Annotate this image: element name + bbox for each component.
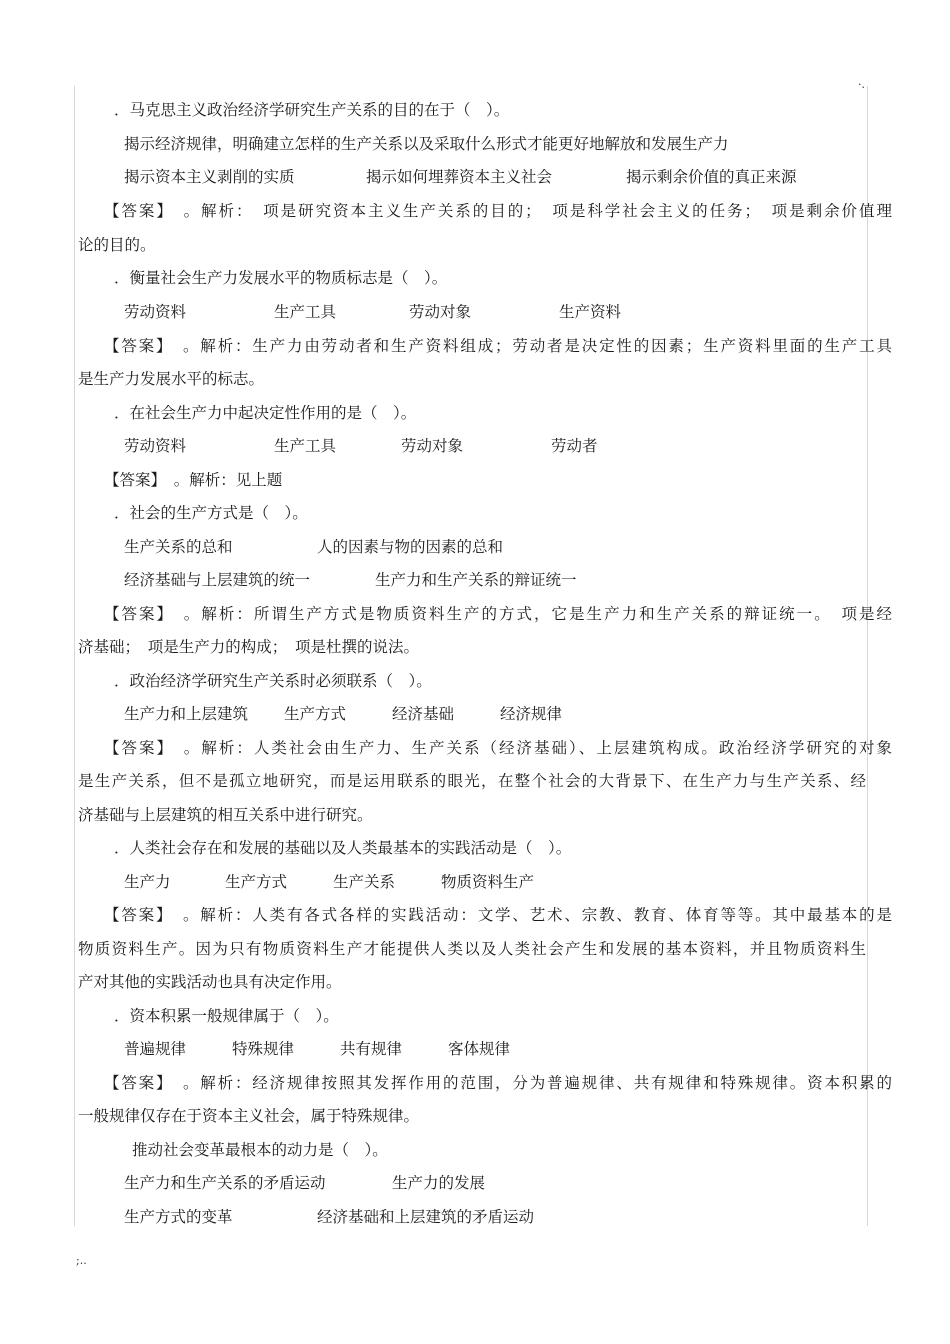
option: 客体规律 bbox=[448, 1040, 511, 1058]
answer-line: 是生产力发展水平的标志。 bbox=[78, 370, 265, 388]
question-6: ．人类社会存在和发展的基础以及人类最基本的实践活动是（ ）。 bbox=[114, 839, 572, 857]
answer-line: 【答案】 。解析： 项是研究资本主义生产关系的目的； 项是科学社会主义的任务； 项是剩余价值理 bbox=[104, 202, 892, 220]
answer-line: 【答案】 。解析：所谓生产方式是物质资料生产的方式，它是生产力和生产关系的辩证统一。 项是经 bbox=[104, 605, 892, 623]
option: 生产资料 bbox=[559, 303, 622, 321]
answer-line: 【答案】 。解析：见上题 bbox=[104, 471, 283, 489]
answer-line: 物质资料生产。因为只有物质资料生产才能提供人类以及人类社会产生和发展的基本资料，并且物质资料生 bbox=[78, 940, 866, 958]
option: 共有规律 bbox=[340, 1040, 403, 1058]
answer-line: 【答案】 。解析：人类社会由生产力、生产关系（经济基础）、上层建筑构成。政治经济学研究的对象 bbox=[104, 739, 892, 757]
corner-mark-top: ·. bbox=[858, 78, 865, 91]
answer-line: 产对其他的实践活动也具有决定作用。 bbox=[78, 973, 342, 991]
option-line bbox=[78, 1207, 912, 1227]
option: 生产关系的总和 bbox=[124, 538, 233, 556]
option: 经济规律 bbox=[500, 705, 563, 723]
question-8: 推动社会变革最根本的动力是（ ）。 bbox=[132, 1141, 388, 1159]
option: 经济基础 bbox=[392, 705, 455, 723]
option: 生产工具 bbox=[274, 303, 337, 321]
answer-line: 【答案】 。解析：生产力由劳动者和生产资料组成；劳动者是决定性的因素；生产资料里面的生产工具 bbox=[104, 337, 892, 355]
answer-line: 【答案】 。解析：经济规律按照其发挥作用的范围，分为普遍规律、共有规律和特殊规律。资本积累的 bbox=[104, 1074, 892, 1092]
corner-mark-bottom: ;.. bbox=[76, 1254, 87, 1267]
option: 揭示资本主义剥削的实质 bbox=[124, 168, 295, 186]
option-line bbox=[78, 1173, 912, 1193]
question-2: ．衡量社会生产力发展水平的物质标志是（ ）。 bbox=[114, 269, 448, 287]
option: 劳动对象 bbox=[409, 303, 472, 321]
option: 生产方式 bbox=[284, 705, 347, 723]
question-3: ．在社会生产力中起决定性作用的是（ ）。 bbox=[114, 404, 417, 422]
option-line bbox=[78, 704, 912, 724]
option: 生产方式的变革 bbox=[124, 1208, 233, 1226]
answer-line: 济基础与上层建筑的相互关系中进行研究。 bbox=[78, 806, 373, 824]
option: 人的因素与物的因素的总和 bbox=[317, 538, 504, 556]
question-4: ．社会的生产方式是（ ）。 bbox=[114, 504, 308, 522]
question-1: ．马克思主义政治经济学研究生产关系的目的在于（ ）。 bbox=[114, 101, 510, 119]
option: 经济基础和上层建筑的矛盾运动 bbox=[317, 1208, 535, 1226]
option: 生产工具 bbox=[274, 437, 337, 455]
option-line bbox=[78, 1039, 912, 1059]
answer-line: 一般规律仅存在于资本主义社会，属于特殊规律。 bbox=[78, 1107, 420, 1125]
option: 特殊规律 bbox=[232, 1040, 295, 1058]
option: 揭示如何埋葬资本主义社会 bbox=[366, 168, 553, 186]
answer-line: 是生产关系，但不是孤立地研究，而是运用联系的眼光，在整个社会的大背景下、在生产力与生产关系、经 bbox=[78, 772, 866, 790]
option: 经济基础与上层建筑的统一 bbox=[124, 571, 311, 589]
option-line bbox=[78, 570, 912, 590]
option-line: 揭示经济规律，明确建立怎样的生产关系以及采取什么形式才能更好地解放和发展生产力 bbox=[124, 135, 729, 153]
option-line bbox=[78, 872, 912, 892]
option: 生产力 bbox=[124, 873, 171, 891]
option: 生产力和上层建筑 bbox=[124, 705, 249, 723]
option: 劳动对象 bbox=[401, 437, 464, 455]
option-line bbox=[78, 302, 912, 322]
option: 普遍规律 bbox=[124, 1040, 187, 1058]
option-line bbox=[78, 167, 912, 187]
option: 揭示剩余价值的真正来源 bbox=[626, 168, 797, 186]
answer-line: 论的目的。 bbox=[78, 236, 156, 254]
answer-line: 济基础； 项是生产力的构成； 项是杜撰的说法。 bbox=[78, 638, 420, 656]
option: 劳动者 bbox=[551, 437, 598, 455]
option: 劳动资料 bbox=[124, 437, 187, 455]
option: 生产力和生产关系的矛盾运动 bbox=[124, 1174, 326, 1192]
answer-line: 【答案】 。解析：人类有各式各样的实践活动：文学、艺术、宗教、教育、体育等等。其中最基本的是 bbox=[104, 906, 892, 924]
option: 劳动资料 bbox=[124, 303, 187, 321]
option-line bbox=[78, 537, 912, 557]
question-5: ．政治经济学研究生产关系时必须联系（ ）。 bbox=[114, 672, 432, 690]
option: 生产力和生产关系的辩证统一 bbox=[375, 571, 577, 589]
option: 物质资料生产 bbox=[441, 873, 535, 891]
option: 生产关系 bbox=[333, 873, 396, 891]
option: 生产力的发展 bbox=[392, 1174, 486, 1192]
question-7: ．资本积累一般规律属于（ ）。 bbox=[114, 1007, 339, 1025]
option: 生产方式 bbox=[225, 873, 288, 891]
option-line bbox=[78, 436, 912, 456]
